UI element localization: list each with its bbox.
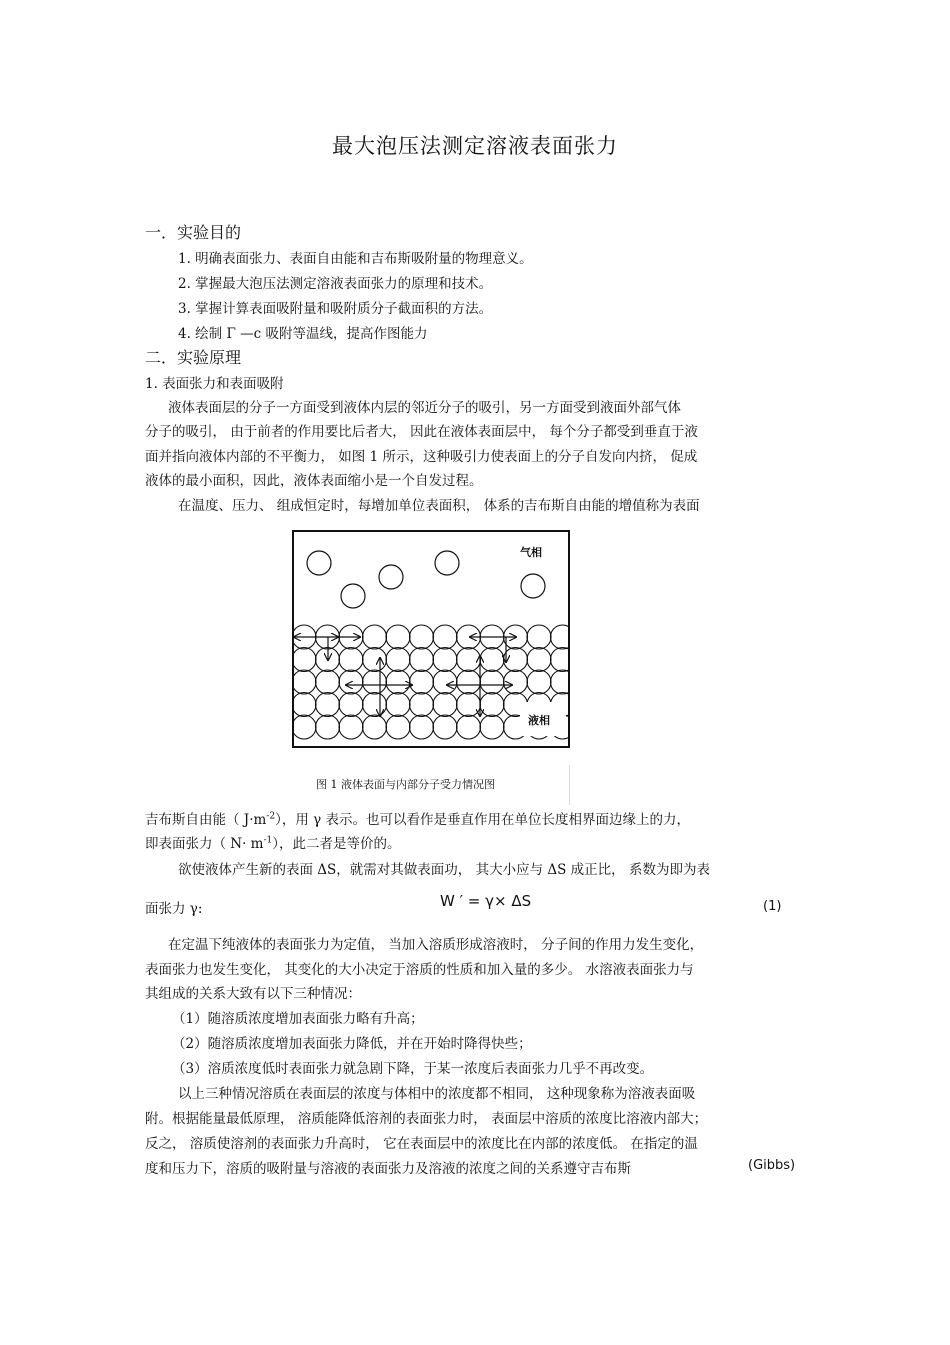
- text-segment: 吉布斯自由能（ J·m: [145, 812, 267, 828]
- liquid-molecule: [527, 670, 551, 694]
- case-item: （3）溶质浓度低时表面张力就急剧下降，于某一浓度后表面张力几乎不再改变。: [172, 1061, 654, 1077]
- gas-molecule: [435, 551, 459, 575]
- objective-item: 1. 明确表面张力、表面自由能和吉布斯吸附量的物理意义。: [178, 251, 533, 267]
- liquid-molecule: [433, 693, 457, 717]
- gas-molecules: [307, 551, 545, 608]
- section-heading-objectives: 一．实验目的: [145, 223, 242, 242]
- paragraph-line: 反之， 溶质使溶剂的表面张力升高时， 它在表面层中的浓度比在内部的浓度低。 在指定的温: [145, 1136, 698, 1152]
- liquid-molecule: [551, 625, 571, 649]
- case-item: （1）随溶质浓度增加表面张力略有升高；: [172, 1011, 424, 1027]
- paragraph-line: 液体表面层的分子一方面受到液体内层的邻近分子的吸引，另一方面受到液面外部气体: [168, 400, 681, 416]
- liquid-molecule: [292, 715, 316, 739]
- subheading-surface-tension: 1. 表面张力和表面吸附: [145, 376, 284, 392]
- liquid-molecule: [386, 670, 410, 694]
- liquid-molecule: [316, 715, 340, 739]
- objective-item: 3. 掌握计算表面吸附量和吸附质分子截面积的方法。: [178, 301, 493, 317]
- liquid-molecule: [457, 648, 481, 672]
- liquid-molecule: [316, 693, 340, 717]
- liquid-molecule: [433, 670, 457, 694]
- liquid-molecule: [292, 670, 316, 694]
- liquid-molecule: [339, 648, 363, 672]
- liquid-molecule: [551, 648, 571, 672]
- liquid-molecule: [363, 670, 387, 694]
- liquid-molecule: [480, 670, 504, 694]
- liquid-molecule: [292, 648, 316, 672]
- liquid-molecule: [363, 693, 387, 717]
- text-segment: 即表面张力（ N· m: [145, 836, 264, 852]
- paragraph-line: 在定温下纯液体的表面张力为定值， 当加入溶质形成溶液时， 分子间的作用力发生变化，: [168, 937, 704, 953]
- figure-caption: 图 1 液体表面与内部分子受力情况图: [316, 778, 495, 791]
- liquid-molecule: [527, 625, 551, 649]
- paragraph-line: 在温度、压力、 组成恒定时，每增加单位表面积， 体系的吉布斯自由能的增值称为表面: [178, 498, 700, 514]
- liquid-phase-label: 液相: [528, 714, 550, 727]
- liquid-molecule: [386, 715, 410, 739]
- liquid-molecule: [457, 693, 481, 717]
- liquid-molecule: [480, 693, 504, 717]
- superscript: -2: [266, 811, 276, 822]
- paragraph-line: 以上三种情况溶质在表面层的浓度与体相中的浓度都不相同， 这种现象称为溶液表面吸: [178, 1086, 696, 1102]
- superscript: -1: [263, 835, 273, 846]
- liquid-molecule: [410, 648, 434, 672]
- paragraph-line: 面并指向液体内部的不平衡力， 如图 1 所示，这种吸引力使表面上的分子自发向内挤， 促成: [145, 449, 698, 465]
- liquid-molecule: [433, 648, 457, 672]
- paragraph-line: 液体的最小面积，因此，液体表面缩小是一个自发过程。: [145, 473, 483, 489]
- equation: W ′ = γ× ΔS: [440, 892, 532, 910]
- liquid-molecule: [339, 693, 363, 717]
- equation-number: (1): [763, 899, 782, 914]
- text-segment: ），用 γ 表示。也可以看作是垂直作用在单位长度相界面边缘上的力，: [275, 812, 690, 828]
- figure-molecular-forces: [292, 530, 570, 748]
- liquid-molecule: [410, 715, 434, 739]
- text-segment: ），此二者是等价的。: [272, 836, 401, 852]
- gas-molecule: [307, 551, 331, 575]
- paragraph-line: 欲使液体产生新的表面 ΔS，就需对其做表面功， 其大小应与 ΔS 成正比， 系数为即为表: [178, 862, 710, 878]
- objective-item: 4. 绘制 Γ —c 吸附等温线，提高作图能力: [178, 326, 428, 342]
- page-title: 最大泡压法测定溶液表面张力: [332, 134, 618, 158]
- liquid-molecule: [457, 670, 481, 694]
- liquid-molecule: [457, 715, 481, 739]
- liquid-molecule: [551, 670, 571, 694]
- liquid-molecule: [339, 715, 363, 739]
- liquid-molecule: [433, 625, 457, 649]
- paragraph-line: 度和压力下，溶质的吸附量与溶液的表面张力及溶液的浓度之间的关系遵守吉布斯: [145, 1161, 631, 1177]
- paragraph-line: 附。根据能量最低原理， 溶质能降低溶剂的表面张力时， 表面层中溶质的浓度比溶液内部大；: [145, 1111, 708, 1127]
- paragraph-line: 面张力 γ:: [145, 901, 203, 917]
- liquid-molecule: [410, 693, 434, 717]
- gibbs-term: (Gibbs): [748, 1158, 796, 1173]
- liquid-molecule: [316, 670, 340, 694]
- liquid-molecule: [363, 625, 387, 649]
- liquid-molecule: [504, 648, 528, 672]
- paragraph-line: [145, 832, 401, 852]
- gas-phase-label: 气相: [520, 546, 542, 559]
- liquid-molecule: [480, 648, 504, 672]
- liquid-molecule: [292, 693, 316, 717]
- liquid-molecule: [527, 648, 551, 672]
- paragraph-line: 其组成的关系大致有以下三种情况：: [145, 986, 361, 1002]
- liquid-molecule: [363, 648, 387, 672]
- section-heading-principles: 二．实验原理: [145, 348, 242, 367]
- liquid-molecule: [363, 715, 387, 739]
- gas-molecule: [341, 584, 365, 608]
- paragraph-line: 表面张力也发生变化， 其变化的大小决定于溶质的性质和加入量的多少。 水溶液表面张力与: [145, 962, 694, 978]
- gas-molecule: [521, 574, 545, 598]
- divider: [569, 765, 570, 805]
- paragraph-line: [145, 808, 690, 828]
- liquid-molecule: [386, 625, 410, 649]
- case-item: （2）随溶质浓度增加表面张力降低，并在开始时降得快些；: [172, 1036, 532, 1052]
- gas-molecule: [379, 565, 403, 589]
- liquid-molecule: [410, 670, 434, 694]
- liquid-molecule: [339, 670, 363, 694]
- liquid-molecule: [480, 715, 504, 739]
- objective-item: 2. 掌握最大泡压法测定溶液表面张力的原理和技术。: [178, 276, 493, 292]
- paragraph-line: 分子的吸引， 由于前者的作用要比后者大， 因此在液体表面层中， 每个分子都受到垂直于液: [145, 424, 698, 440]
- liquid-molecule: [386, 693, 410, 717]
- liquid-molecule: [433, 715, 457, 739]
- liquid-molecule: [504, 670, 528, 694]
- liquid-molecule: [386, 648, 410, 672]
- liquid-molecule: [410, 625, 434, 649]
